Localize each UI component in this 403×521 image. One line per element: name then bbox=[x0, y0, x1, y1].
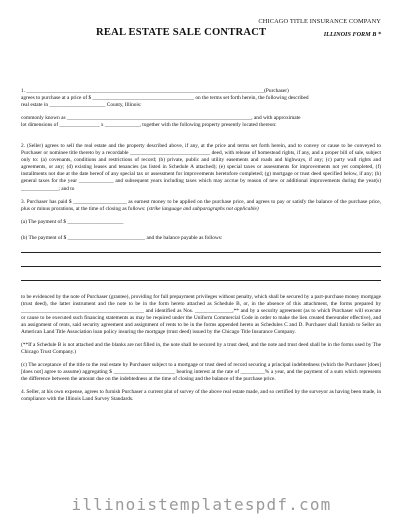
clause-1-price: agrees to purchase at a price of $ ______________________________________ on the terms set forth herein, the following described bbox=[21, 95, 309, 102]
contract-body bbox=[21, 88, 381, 403]
form-label: ILLINOIS FORM B * bbox=[323, 31, 381, 38]
blank-line bbox=[21, 252, 381, 253]
site-watermark: illinoistemplatespdf.com bbox=[71, 495, 332, 514]
clause-3b: (b) The payment of $ _____________________________ and the balance payable as follows: bbox=[21, 234, 223, 241]
blank-line bbox=[21, 280, 381, 281]
clause-3-text: 3. Purchaser has paid $ ____________________ as earnest money to be applied on the purchase price, and agrees to pay or satisfy the balance of the purchase price, plus or minus prorations, at the time of closing as follows: bbox=[21, 198, 381, 212]
clause-3-earnest-money bbox=[21, 199, 381, 213]
clause-3-note-terms: to be evidenced by the note of Purchaser (grantee), providing for full prepayment privileges without penalty, which shall be secured by a part-purchase money mortgage (trust deed), the latter instrument and the note to be in the form hereto attached as Schedule B, or, in the absence of this attachment, the forms prepared by ______________________________________________ and identified as Nos. ______________,** and by a security agreement (as to which Purchaser will execute or cause to be executed such financing statements as may be required under the Uniform Commercial Code in order to make the lien created thereunder effective), and an assignment of rents, said security agreement and assignment of rents to be in the forms appended hereto as Schedules C and D. Purchaser shall furnish to Seller an American Land Title Association loan policy insuring the mortgage (trust deed) issued by the Chicago Title Insurance Company. bbox=[21, 293, 381, 335]
clause-1-purchaser: 1. _________________________________________________________________________________________(Purchaser) bbox=[21, 88, 289, 94]
clause-1-address: commonly known as _____________________________________________________________________, and with approximate bbox=[21, 115, 301, 122]
clause-3-footnote: (**If a Schedule B is not attached and the blanks are not filled in, the note shall be secured by a trust deed, and the note and trust deed shall be in the forms used by The Chicago Trust Company.) bbox=[21, 342, 381, 356]
clause-3a: (a) The payment of $ _____________________ bbox=[21, 218, 124, 225]
clause-4-survey: 4. Seller, at his own expense, agrees to furnish Purchaser a current plat of survey of the above real estate made, and so certified by the surveyor as having been made, in compliance with the Illinois Land Survey Standards. bbox=[21, 389, 381, 403]
clause-3c-assumption: (c) The acceptance of the title to the real estate by Purchaser subject to a mortgage or trust deed of record securing a principal indebtedness (which the Purchaser [does] [does not] agree to assume) aggregating $ _______________________ bearing interest at the rate of _________% a year, and the payment of a sum which represents the difference between the amount due on the indebtedness at the time of closing and the balance of the purchase price. bbox=[21, 362, 381, 383]
document-title: REAL ESTATE SALE CONTRACT bbox=[96, 27, 267, 38]
blank-lines bbox=[21, 252, 381, 281]
clause-1-county: real estate in _____________________ County, Illinois: bbox=[21, 102, 142, 109]
clause-1-lot: lot dimensions of _______________ x _____________, together with the following property presently located thereon: bbox=[21, 122, 277, 129]
blank-line bbox=[21, 266, 381, 267]
clause-2-seller: 2. (Seller) agrees to sell the real estate and the property described above, if any, at the price and terms set forth herein, and to convey or cause to be conveyed to Purchaser or nominee title thereto by a recordable ______________________________ deed, with release of homestead rights, if any, and a proper bill of sale, subject only to: (a) covenants, conditions and restrictions of record; (b) private, public and utility easements and roads and highways, if any; (c) party wall rights and agreements, or any; (d) existing leases and tenancies (as listed in Schedule A attached); (e) special taxes or assessments for improvements not yet completed, (f) installments not due at the date hereof of any special tax or assessment for improvements heretofore completed; (g) mortgage or trust deed specified below, if any; (h) general taxes for the year _____________ and subsequent years including taxes which may accrue by reason of new or additional improvements during the year(s) ______________; and to bbox=[21, 143, 381, 192]
company-name: CHICAGO TITLE INSURANCE COMPANY bbox=[258, 18, 381, 25]
clause-3-italic-note: (strike language and subparagraphs not applicable) bbox=[145, 205, 259, 212]
